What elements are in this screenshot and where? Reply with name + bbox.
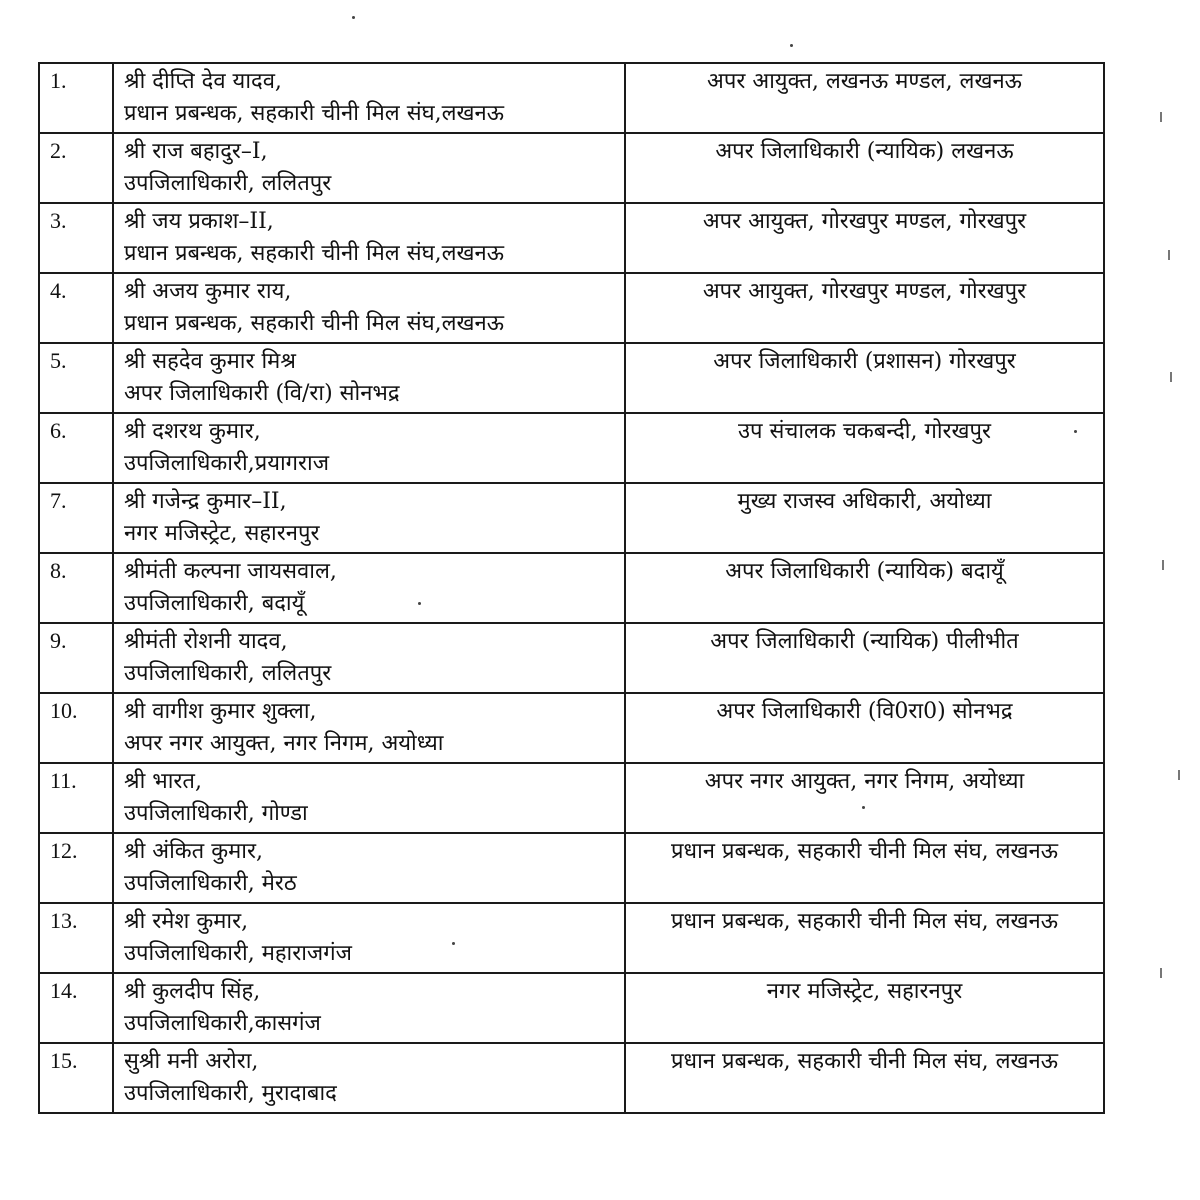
new-posting: अपर जिलाधिकारी (न्यायिक) पीलीभीत: [625, 623, 1104, 693]
serial-number: 12.: [39, 833, 113, 903]
serial-number: 6.: [39, 413, 113, 483]
serial-number: 14.: [39, 973, 113, 1043]
officer-name: श्री वागीश कुमार शुक्ला,: [124, 699, 317, 724]
serial-number: 8.: [39, 553, 113, 623]
current-post: उपजिलाधिकारी, ललितपुर: [124, 171, 332, 196]
current-post: उपजिलाधिकारी,प्रयागराज: [124, 451, 330, 476]
officer-cell: [113, 413, 625, 483]
officer-name: सुश्री मनी अरोरा,: [124, 1049, 259, 1074]
table-row: [39, 973, 1104, 1043]
current-post: उपजिलाधिकारी,कासगंज: [124, 1011, 321, 1036]
officer-name: श्री सहदेव कुमार मिश्र: [124, 349, 296, 374]
new-posting: अपर जिलाधिकारी (न्यायिक) बदायूँ: [625, 553, 1104, 623]
officer-cell: [113, 693, 625, 763]
current-post: नगर मजिस्ट्रेट, सहारनपुर: [124, 521, 320, 546]
table-row: [39, 343, 1104, 413]
new-posting: अपर जिलाधिकारी (प्रशासन) गोरखपुर: [625, 343, 1104, 413]
officer-name: श्रीमंती रोशनी यादव,: [124, 629, 288, 654]
new-posting: अपर जिलाधिकारी (वि0रा0) सोनभद्र: [625, 693, 1104, 763]
officer-cell: [113, 133, 625, 203]
new-posting: प्रधान प्रबन्धक, सहकारी चीनी मिल संघ, लखनऊ: [625, 833, 1104, 903]
officer-cell: [113, 623, 625, 693]
serial-number: 3.: [39, 203, 113, 273]
serial-number: 13.: [39, 903, 113, 973]
current-post: उपजिलाधिकारी, महाराजगंज: [124, 941, 352, 966]
serial-number: 9.: [39, 623, 113, 693]
current-post: उपजिलाधिकारी, मुरादाबाद: [124, 1081, 337, 1106]
officer-cell: [113, 1043, 625, 1113]
current-post: अपर जिलाधिकारी (वि/रा) सोनभद्र: [124, 381, 400, 406]
officer-name: श्री जय प्रकाश–II,: [124, 209, 274, 234]
new-posting: अपर आयुक्त, लखनऊ मण्डल, लखनऊ: [625, 63, 1104, 133]
table-body: [39, 63, 1104, 1113]
current-post: उपजिलाधिकारी, मेरठ: [124, 871, 297, 896]
table-row: [39, 483, 1104, 553]
officer-name: श्री अंकित कुमार,: [124, 839, 263, 864]
new-posting: अपर जिलाधिकारी (न्यायिक) लखनऊ: [625, 133, 1104, 203]
current-post: अपर नगर आयुक्त, नगर निगम, अयोध्या: [124, 731, 444, 756]
table-row: [39, 553, 1104, 623]
officer-cell: [113, 63, 625, 133]
officer-name: श्री दीप्ति देव यादव,: [124, 69, 282, 94]
officer-cell: [113, 763, 625, 833]
scan-edge-mark: [1178, 770, 1180, 780]
officer-name: श्री गजेन्द्र कुमार–II,: [124, 489, 287, 514]
officer-cell: [113, 343, 625, 413]
table-row: [39, 203, 1104, 273]
officer-cell: [113, 483, 625, 553]
serial-number: 10.: [39, 693, 113, 763]
officer-cell: [113, 903, 625, 973]
table-row: [39, 623, 1104, 693]
table-row: [39, 1043, 1104, 1113]
serial-number: 1.: [39, 63, 113, 133]
officer-cell: [113, 833, 625, 903]
new-posting: उप संचालक चकबन्दी, गोरखपुर: [625, 413, 1104, 483]
new-posting: अपर नगर आयुक्त, नगर निगम, अयोध्या: [625, 763, 1104, 833]
officer-name: श्री कुलदीप सिंह,: [124, 979, 261, 1004]
current-post: उपजिलाधिकारी, बदायूँ: [124, 591, 305, 616]
officer-name: श्री दशरथ कुमार,: [124, 419, 261, 444]
new-posting: प्रधान प्रबन्धक, सहकारी चीनी मिल संघ, लखनऊ: [625, 903, 1104, 973]
current-post: प्रधान प्रबन्धक, सहकारी चीनी मिल संघ,लखनऊ: [124, 241, 504, 266]
new-posting: प्रधान प्रबन्धक, सहकारी चीनी मिल संघ, लखनऊ: [625, 1043, 1104, 1113]
table-row: [39, 763, 1104, 833]
scan-edge-mark: [1168, 250, 1170, 260]
table-row: [39, 133, 1104, 203]
officer-name: श्री भारत,: [124, 769, 202, 794]
current-post: प्रधान प्रबन्धक, सहकारी चीनी मिल संघ,लखनऊ: [124, 311, 504, 336]
serial-number: 5.: [39, 343, 113, 413]
scan-edge-mark: [1160, 968, 1162, 978]
table-row: [39, 273, 1104, 343]
scan-speck: [352, 16, 355, 19]
scan-edge-mark: [1160, 112, 1162, 122]
serial-number: 15.: [39, 1043, 113, 1113]
table-row: [39, 693, 1104, 763]
officer-name: श्री रमेश कुमार,: [124, 909, 249, 934]
officer-transfer-table: [38, 62, 1105, 1114]
table-row: [39, 63, 1104, 133]
serial-number: 2.: [39, 133, 113, 203]
officer-name: श्री राज बहादुर–I,: [124, 139, 268, 164]
table-row: [39, 833, 1104, 903]
current-post: उपजिलाधिकारी, ललितपुर: [124, 661, 332, 686]
officer-cell: [113, 973, 625, 1043]
officer-cell: [113, 203, 625, 273]
serial-number: 11.: [39, 763, 113, 833]
scan-edge-mark: [1162, 560, 1164, 570]
scan-edge-mark: [1170, 372, 1172, 382]
table-row: [39, 903, 1104, 973]
officer-cell: [113, 273, 625, 343]
officer-name: श्री अजय कुमार राय,: [124, 279, 292, 304]
new-posting: मुख्य राजस्व अधिकारी, अयोध्या: [625, 483, 1104, 553]
new-posting: अपर आयुक्त, गोरखपुर मण्डल, गोरखपुर: [625, 273, 1104, 343]
serial-number: 7.: [39, 483, 113, 553]
new-posting: नगर मजिस्ट्रेट, सहारनपुर: [625, 973, 1104, 1043]
officer-cell: [113, 553, 625, 623]
serial-number: 4.: [39, 273, 113, 343]
scan-speck: [790, 44, 793, 47]
current-post: उपजिलाधिकारी, गोण्डा: [124, 801, 308, 826]
current-post: प्रधान प्रबन्धक, सहकारी चीनी मिल संघ,लखनऊ: [124, 101, 504, 126]
table-row: [39, 413, 1104, 483]
officer-name: श्रीमंती कल्पना जायसवाल,: [124, 559, 337, 584]
new-posting: अपर आयुक्त, गोरखपुर मण्डल, गोरखपुर: [625, 203, 1104, 273]
